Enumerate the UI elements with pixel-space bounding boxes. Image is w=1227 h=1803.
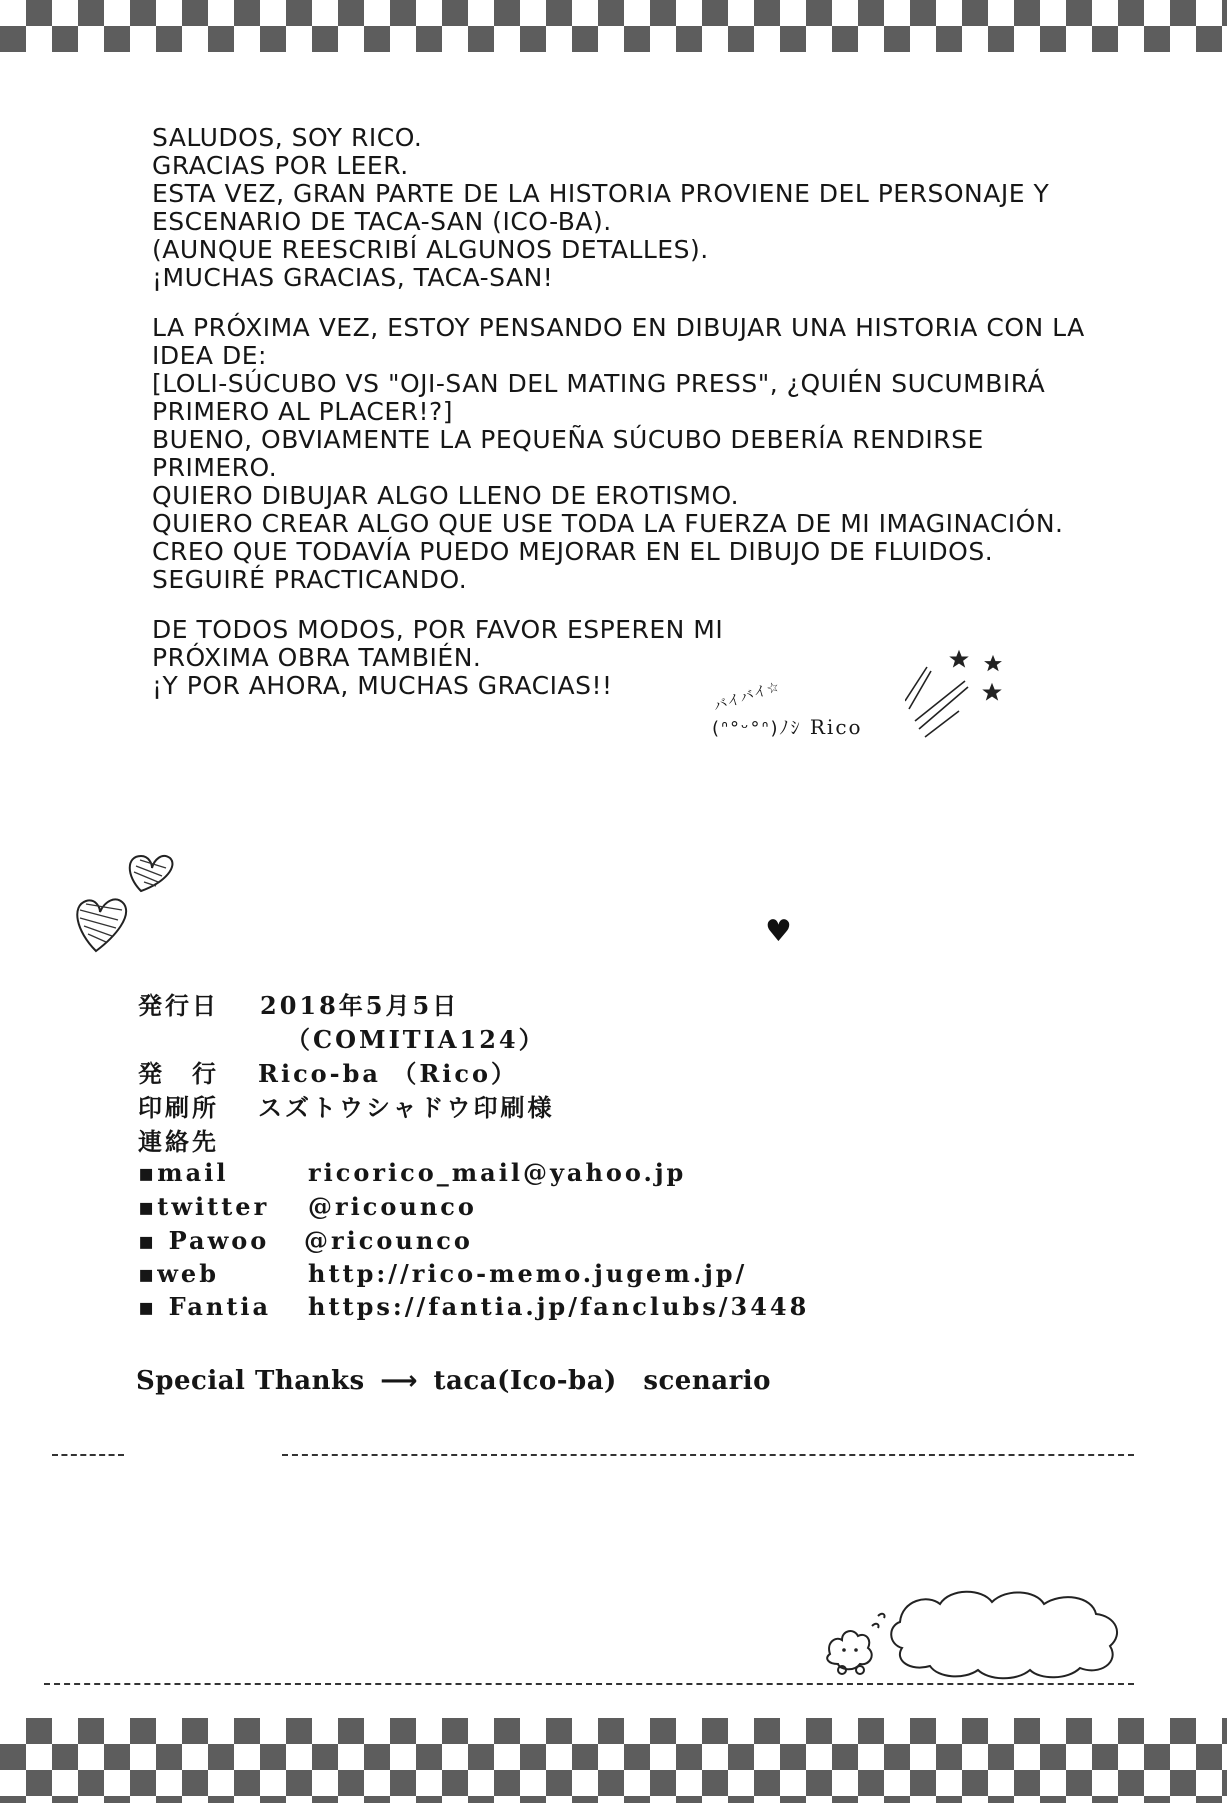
dashed-divider bbox=[52, 1454, 124, 1456]
letter-line: ¡Y POR AHORA, MUCHAS GRACIAS!! bbox=[152, 671, 613, 700]
heart-icon: ♥ bbox=[765, 914, 792, 949]
dashed-divider bbox=[44, 1683, 1134, 1685]
letter-line: (AUNQUE REESCRIBÍ ALGUNOS DETALLES). bbox=[152, 235, 709, 264]
contact-web-value: http://rico-memo.jugem.jp/ bbox=[308, 1259, 748, 1288]
speech-cloud-mascot-icon bbox=[810, 1582, 1150, 1682]
contact-web-label: ▪web bbox=[138, 1259, 219, 1288]
letter-line: [LOLI-SÚCUBO VS "OJI-SAN DEL MATING PRESS", ¿QUIÉN SUCUMBIRÁ bbox=[152, 369, 1046, 398]
special-thanks-value: taca(Ico-ba) scenario bbox=[433, 1366, 772, 1396]
signature-name: Rico bbox=[809, 715, 863, 739]
printer-value: スズトウシャドウ印刷様 bbox=[258, 1093, 555, 1122]
afterword-letter bbox=[152, 124, 1112, 722]
signature bbox=[712, 714, 863, 740]
paragraph-thanks bbox=[152, 152, 1112, 292]
special-thanks bbox=[136, 1360, 771, 1397]
letter-line: DE TODOS MODOS, POR FAVOR ESPEREN MI bbox=[152, 615, 724, 644]
date-label: 発行日 bbox=[138, 991, 219, 1020]
hand-drawn-hearts-icon bbox=[66, 846, 186, 956]
special-thanks-label: Special Thanks bbox=[136, 1366, 365, 1396]
paragraph-next-work bbox=[152, 314, 1112, 594]
letter-line: GRACIAS POR LEER. bbox=[152, 151, 409, 180]
contact-mail-label: ▪mail bbox=[138, 1158, 229, 1187]
event-value: （COMITIA124） bbox=[286, 1025, 546, 1054]
checker-border-top bbox=[0, 0, 1227, 52]
letter-line: BUENO, OBVIAMENTE LA PEQUEÑA SÚCUBO DEBERÍA RENDIRSE PRIMERO. bbox=[152, 425, 984, 482]
arrow-icon: ⟶ bbox=[380, 1366, 418, 1396]
letter-line: LA PRÓXIMA VEZ, ESTOY PENSANDO EN DIBUJAR UNA HISTORIA CON LA bbox=[152, 313, 1085, 342]
letter-line: PRIMERO AL PLACER!?] bbox=[152, 397, 454, 426]
letter-line: PRÓXIMA OBRA TAMBIÉN. bbox=[152, 643, 482, 672]
letter-line: SEGUIRÉ PRACTICANDO. bbox=[152, 565, 468, 594]
signature-bye: バイバイ☆ bbox=[711, 678, 782, 716]
letter-line: ESTA VEZ, GRAN PARTE DE LA HISTORIA PROVIENE DEL PERSONAJE Y bbox=[152, 179, 1050, 208]
publisher-label: 発 行 bbox=[138, 1059, 219, 1088]
contact-pawoo-label: ▪ Pawoo bbox=[138, 1226, 270, 1255]
greeting: SALUDOS, SOY RICO. bbox=[152, 123, 423, 152]
shooting-stars-icon bbox=[905, 645, 1015, 745]
contact-fantia-value: https://fantia.jp/fanclubs/3448 bbox=[308, 1292, 810, 1321]
contact-twitter-label: ▪twitter bbox=[138, 1192, 270, 1221]
letter-line: ¡MUCHAS GRACIAS, TACA-SAN! bbox=[152, 263, 554, 292]
printer-label: 印刷所 bbox=[138, 1093, 219, 1122]
contact-pawoo-value: @ricounco bbox=[304, 1226, 473, 1255]
contact-twitter-value: @ricounco bbox=[308, 1192, 477, 1221]
checker-border-bottom bbox=[0, 1718, 1227, 1803]
contact-label: 連絡先 bbox=[138, 1127, 219, 1156]
contact-mail-value: ricorico_mail@yahoo.jp bbox=[308, 1158, 687, 1187]
signature-face: (ᐢ°ᵕ°ᐢ)ﾉｼ bbox=[712, 718, 802, 739]
dashed-divider bbox=[282, 1454, 1134, 1456]
date-value: 2018年5月5日 bbox=[260, 991, 460, 1020]
letter-line: IDEA DE: bbox=[152, 341, 267, 370]
letter-line: QUIERO CREAR ALGO QUE USE TODA LA FUERZA DE MI IMAGINACIÓN. bbox=[152, 509, 1064, 538]
letter-line: CREO QUE TODAVÍA PUEDO MEJORAR EN EL DIBUJO DE FLUIDOS. bbox=[152, 537, 994, 566]
letter-line: ESCENARIO DE TACA-SAN (ICO-BA). bbox=[152, 207, 612, 236]
publisher-value: Rico-ba （Rico） bbox=[258, 1059, 519, 1088]
letter-line: QUIERO DIBUJAR ALGO LLENO DE EROTISMO. bbox=[152, 481, 740, 510]
contact-fantia-label: ▪ Fantia bbox=[138, 1292, 272, 1321]
